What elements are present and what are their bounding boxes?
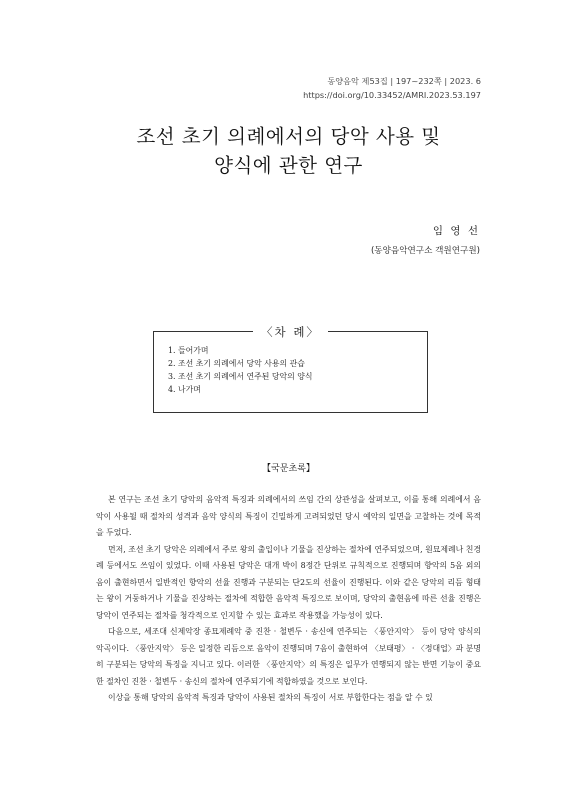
abstract-body [96, 492, 481, 707]
table-of-contents [153, 325, 428, 413]
abstract-paragraph: 이상을 통해 당악의 음악적 특징과 당악이 사용된 절차의 특징이 서로 부합한다는 점을 알 수 있 [108, 693, 433, 702]
toc-heading: 〈차 례〉 [253, 325, 328, 339]
title-line-2: 양식에 관한 연구 [214, 154, 363, 177]
journal-citation: 동양음악 제53집 | 197~232쪽 | 2023. 6 [327, 76, 481, 86]
author-affiliation: (동양음악연구소 객원연구원) [370, 246, 480, 256]
title-line-1: 조선 초기 의례에서의 당악 사용 및 [136, 125, 441, 148]
abstract-paragraph: 본 연구는 조선 초기 당악의 음악적 특징과 의례에서의 쓰임 간의 상관성을 살펴보고, 이를 통해 의례에서 음악이 사용될 때 절차의 성격과 음악 양식의 특징이 긴밀하게 고려되었던 당시 예악의 일면을 고찰하는 것에 목적을 두었다. [96, 495, 481, 537]
journal-meta [303, 74, 481, 102]
toc-item[interactable]: 2. 조선 초기 의례에서 당악 사용의 관습 [168, 359, 305, 368]
abstract-paragraph: 먼저, 조선 초기 당악은 의례에서 주로 왕의 출입이나 기물을 진상하는 절차에 연주되었으며, 원묘제례나 친경례 등에서도 쓰임이 있었다. 이때 사용된 당악은 대개 박이 8정간 단위로 규칙적으로 진행되며 향악의 5음 외의 음이 출현하면서 일반적인 향악의 선율 진행과 구분되는 단2도의 선율이 진행된다. 이와 같은 당악의 리듬 형태는 왕이 거둥하거나 기물을 진상하는 절차에 적합한 음악적 특징으로 보이며, 당악의 출현음에 따른 선율 진행은 당악이 연주되는 절차를 청각적으로 인지할 수 있는 효과로 작용했을 가능성이 있다. [96, 544, 482, 620]
abstract-heading: 【국문초록】 [262, 464, 315, 474]
paper-title [0, 122, 577, 180]
doi-link[interactable]: https://doi.org/10.33452/AMRI.2023.53.197 [303, 90, 481, 100]
toc-list [168, 344, 313, 396]
toc-item[interactable]: 1. 들어가며 [168, 346, 209, 355]
author-name: 임 영 선 [432, 225, 480, 237]
toc-item[interactable]: 4. 나가며 [168, 385, 201, 394]
abstract-paragraph: 다음으로, 세조대 신제악장 종묘제례악 중 진찬 · 철변두 · 송신에 연주되는 〈풍안지악〉 등이 당악 양식의 악곡이다. 〈풍안지악〉 등은 일정한 리듬으로 음악이 진행되며 7음이 출현하여 〈보태평〉 · 〈정대업〉과 분명히 구분되는 당악의 특징을 지니고 있다. 이러한 〈풍안지악〉의 특징은 일무가 연행되지 않는 반면 기능이 중요한 절차인 진찬 · 철변두 · 송신의 절차에 연주되기에 적합하였을 것으로 보인다. [96, 627, 481, 686]
toc-item[interactable]: 3. 조선 초기 의례에서 연주된 당악의 양식 [168, 372, 313, 381]
